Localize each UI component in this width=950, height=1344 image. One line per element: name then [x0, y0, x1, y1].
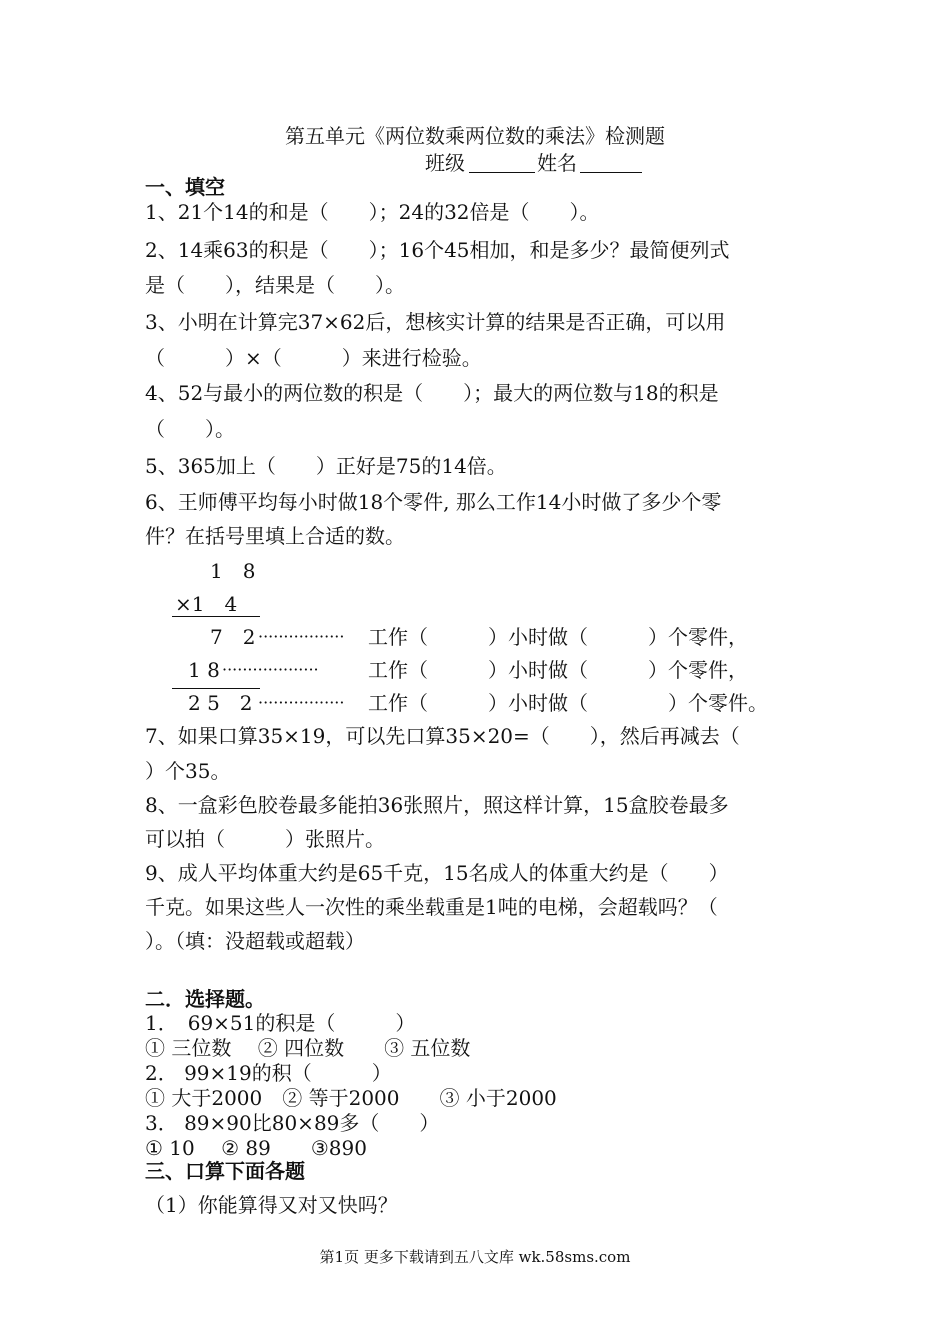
calc-desc-2: 工作（ ）小时做（ ）个零件，	[368, 658, 748, 682]
section3-heading: 三、口算下面各题	[145, 1159, 305, 1183]
question-8-line1: 8、一盒彩色胶卷最多能拍36张照片，照这样计算，15盒胶卷最多	[145, 793, 729, 817]
question-2-line2: 是（ ），结果是（ ）。	[145, 273, 405, 297]
calc-rule-top	[172, 616, 260, 617]
question-3-line1: 3、小明在计算完37×62后，想核实计算的结果是否正确，可以用	[145, 310, 726, 334]
question-1: 1、21个14的和是（ ）；24的32倍是（ ）。	[145, 200, 600, 224]
calc-desc-3: 工作（ ）小时做（ ）个零件。	[368, 691, 768, 715]
question-4-line1: 4、52与最小的两位数的积是（ ）；最大的两位数与18的积是	[145, 381, 719, 405]
choice-1-options: ① 三位数 ② 四位数 ③ 五位数	[145, 1036, 471, 1060]
question-8-line2: 可以拍（ ）张照片。	[145, 827, 385, 851]
question-9-line1: 9、成人平均体重大约是65千克，15名成人的体重大约是（ ）	[145, 861, 729, 885]
question-7-line2: ）个35。	[145, 759, 231, 783]
calc-rule-bottom	[172, 688, 260, 689]
choice-1: 1． 69×51的积是（ ）	[145, 1011, 416, 1035]
question-5: 5、365加上（ ）正好是75的14倍。	[145, 454, 507, 478]
choice-2-options: ① 大于2000 ② 等于2000 ③ 小于2000	[145, 1086, 557, 1110]
calc-partial-1: 7 2	[210, 625, 256, 649]
section2-heading: 二．选择题。	[145, 987, 265, 1011]
question-6-line1: 6、王师傅平均每小时做18个零件, 那么工作14小时做了多少个零	[145, 490, 722, 514]
question-7-line1: 7、如果口算35×19，可以先口算35×20=（ ），然后再减去（	[145, 724, 740, 748]
class-label: 班级	[425, 151, 465, 175]
calc-desc-1: 工作（ ）小时做（ ）个零件，	[368, 625, 748, 649]
calc-dots-1: ·················	[258, 627, 345, 646]
name-label: 姓名	[537, 151, 577, 175]
question-2-line1: 2、14乘63的积是（ ）；16个45相加，和是多少？最简便列式	[145, 238, 730, 262]
name-blank-line	[580, 172, 642, 173]
question-9-line2: 千克。如果这些人一次性的乘坐载重是1吨的电梯，会超载吗？（	[145, 895, 718, 919]
question-6-line2: 件？在括号里填上合适的数。	[145, 524, 405, 548]
page-footer: 第1页 更多下载请到五八文库 wk.58sms.com	[319, 1248, 631, 1266]
page-title: 第五单元《两位数乘两位数的乘法》检测题	[285, 124, 665, 148]
calc-multiplier: ×1 4	[175, 592, 238, 616]
question-4-line2: （ ）。	[145, 417, 235, 441]
choice-3-options: ① 10 ② 89 ③890	[145, 1136, 367, 1160]
calc-product: 2 5 2	[188, 691, 253, 715]
choice-2: 2． 99×19的积（ ）	[145, 1061, 392, 1085]
section3-subtitle: （1）你能算得又对又快吗？	[145, 1193, 398, 1217]
choice-3: 3． 89×90比80×89多（ ）	[145, 1111, 440, 1135]
calc-dots-3: ·················	[258, 693, 345, 712]
calc-multiplicand: 1 8	[210, 559, 256, 583]
section1-heading: 一、填空	[145, 175, 225, 199]
calc-partial-2: 1 8	[188, 658, 220, 682]
question-3-line2: （ ）×（ ）来进行检验。	[145, 346, 482, 370]
question-9-line3: ）。（填：没超载或超载）	[145, 929, 365, 953]
calc-dots-2: ···················	[222, 660, 319, 679]
class-blank-line	[469, 172, 535, 173]
